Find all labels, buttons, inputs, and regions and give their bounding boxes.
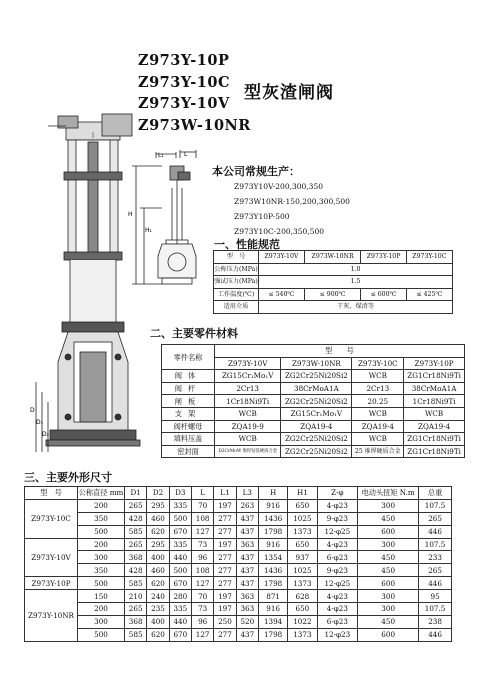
materials-table [161, 344, 465, 458]
table-cell: WCB [215, 433, 281, 446]
table-cell: ZG1Cr18Ni9Ti [404, 445, 465, 458]
table-cell: 197 [214, 590, 236, 603]
table-cell: 520 [236, 615, 258, 628]
table-cell: D2CrMoW 堆焊钴基硬质合金 [215, 445, 281, 458]
list-item: Z973Y10P-500 [234, 212, 290, 221]
table-cell: 335 [169, 499, 191, 512]
table-cell: 277 [214, 512, 236, 525]
table-row [214, 301, 453, 314]
table-row [25, 525, 452, 538]
table-cell: 1.0 [259, 263, 453, 276]
table-cell: 335 [169, 538, 191, 551]
table-row [25, 628, 452, 641]
table-row [214, 251, 453, 264]
table-cell: D3 [169, 487, 191, 500]
table-cell: Z973Y-10C [352, 357, 404, 370]
table-cell: 电动头扭矩 N.m [358, 487, 419, 500]
table-cell: Z-φ [317, 487, 358, 500]
table-cell: 公称压力(MPa) [214, 263, 259, 276]
table-cell: 零件名称 [162, 345, 215, 370]
table-cell: 233 [419, 551, 452, 564]
table-cell: 277 [214, 564, 236, 577]
table-cell: 871 [258, 590, 287, 603]
dim-label-l: L [184, 151, 188, 158]
table-cell: 阀杆螺母 [162, 420, 215, 433]
table-cell: ≤ 900℃ [304, 288, 360, 301]
table-cell: 1354 [258, 551, 287, 564]
table-cell: 1394 [258, 615, 287, 628]
regular-production-list [234, 179, 350, 239]
table-cell: 277 [214, 551, 236, 564]
table-cell: 12-φ25 [317, 525, 358, 538]
table-cell: 密封面 [162, 445, 215, 458]
table-cell: 127 [191, 628, 213, 641]
table-cell: 38CrMoA1A [404, 382, 465, 395]
table-cell: 428 [125, 512, 147, 525]
table-cell: 400 [147, 551, 169, 564]
dim-label-d: D [30, 407, 35, 414]
dim-label-l1: L₁ [158, 152, 164, 159]
section-title: 一、性能规范 [214, 238, 280, 251]
section-title: 三、主要外形尺寸 [24, 471, 112, 484]
table-cell: 2Cr13 [352, 382, 404, 395]
table-cell: ZQA19-4 [352, 420, 404, 433]
table-cell: 工作温度(℃) [214, 288, 259, 301]
table-cell: 200 [78, 603, 125, 616]
table-cell: 38CrMoA1A [281, 382, 352, 395]
table-cell: 363 [236, 590, 258, 603]
model-cell: Z973Y-10C [25, 499, 78, 538]
table-cell: 650 [288, 499, 317, 512]
dim-label-h: H [128, 211, 133, 218]
table-cell: 295 [147, 499, 169, 512]
table-cell: 280 [169, 590, 191, 603]
table-cell: 446 [419, 577, 452, 590]
table-cell: 600 [358, 525, 419, 538]
table-cell: 500 [78, 577, 125, 590]
table-cell: H1 [288, 487, 317, 500]
table-row [162, 407, 465, 420]
table-cell: 650 [288, 538, 317, 551]
table-cell: 总重 [419, 487, 452, 500]
performance-table [213, 250, 453, 314]
table-cell: 628 [288, 590, 317, 603]
model-cell: Z973Y-10P [25, 577, 78, 590]
table-cell: 1436 [258, 512, 287, 525]
table-cell: 20.25 [352, 395, 404, 408]
table-cell: 108 [191, 512, 213, 525]
table-cell: 108 [191, 564, 213, 577]
table-cell: ZQA19-9 [215, 420, 281, 433]
table-cell: D2 [147, 487, 169, 500]
table-cell: 96 [191, 551, 213, 564]
table-cell: 277 [214, 628, 236, 641]
table-cell: 265 [125, 499, 147, 512]
table-cell: 干灰、煤渣等 [259, 301, 453, 314]
table-cell: ZG1Cr18Ni9Ti [404, 433, 465, 446]
table-cell: 363 [236, 603, 258, 616]
list-item: Z973W10NR-150,200,300,500 [234, 197, 350, 206]
table-cell: 450 [358, 551, 419, 564]
table-cell: 300 [78, 615, 125, 628]
dim-label-h1: H₁ [145, 227, 152, 234]
table-row [25, 577, 452, 590]
table-cell: 300 [358, 538, 419, 551]
table-cell: 240 [147, 590, 169, 603]
table-cell: 1Cr18Ni9Ti [215, 395, 281, 408]
table-cell: WCB [352, 407, 404, 420]
table-cell: 277 [214, 577, 236, 590]
table-cell: 1.5 [259, 276, 453, 289]
regular-production-title: 本公司常规生产： [212, 165, 300, 178]
table-cell: 12-φ23 [317, 628, 358, 641]
table-cell: 500 [78, 525, 125, 538]
table-cell: 4-φ23 [317, 538, 358, 551]
table-cell: 127 [191, 577, 213, 590]
table-cell: 型 号 [25, 487, 78, 500]
table-cell: 585 [125, 628, 147, 641]
table-cell: 强试压力(MPa) [214, 276, 259, 289]
table-cell: 1798 [258, 525, 287, 538]
table-cell: 适用介质 [214, 301, 259, 314]
table-cell: 1373 [288, 628, 317, 641]
table-cell: 500 [169, 564, 191, 577]
table-cell: 300 [358, 590, 419, 603]
table-cell: Z973Y-10V [259, 251, 305, 264]
table-cell: 4-φ23 [317, 499, 358, 512]
table-cell: 300 [358, 499, 419, 512]
table-cell: ZQA19-4 [404, 420, 465, 433]
table-cell: 277 [214, 525, 236, 538]
table-cell: 440 [169, 551, 191, 564]
table-cell: 437 [236, 564, 258, 577]
table-cell: Z973W-10NR [281, 357, 352, 370]
table-cell: 73 [191, 603, 213, 616]
table-cell: 265 [125, 603, 147, 616]
table-row [25, 499, 452, 512]
table-row [162, 433, 465, 446]
table-cell: 500 [78, 628, 125, 641]
table-cell: 200 [78, 538, 125, 551]
table-cell: 6-φ23 [317, 615, 358, 628]
table-cell: 620 [147, 577, 169, 590]
model-code: Z973Y-10P [138, 52, 230, 69]
table-row [25, 615, 452, 628]
table-cell: Z973Y-10C [406, 251, 452, 264]
table-cell: 9-φ23 [317, 564, 358, 577]
table-cell: 闸板 [162, 395, 215, 408]
table-cell: 368 [125, 551, 147, 564]
table-cell: 450 [358, 564, 419, 577]
table-cell: H [258, 487, 287, 500]
table-cell: 150 [78, 590, 125, 603]
table-cell: 670 [169, 577, 191, 590]
table-cell: 400 [147, 615, 169, 628]
table-cell: 620 [147, 628, 169, 641]
table-cell: 440 [169, 615, 191, 628]
model-code: Z973W-10NR [138, 116, 251, 134]
table-cell: 916 [258, 603, 287, 616]
table-cell: L1 [214, 487, 236, 500]
table-cell: 70 [191, 590, 213, 603]
table-cell: 450 [358, 512, 419, 525]
table-cell: 300 [358, 603, 419, 616]
table-cell: 235 [147, 603, 169, 616]
table-cell: 916 [258, 538, 287, 551]
table-row [162, 382, 465, 395]
table-cell: 2Cr13 [215, 382, 281, 395]
table-cell: L3 [236, 487, 258, 500]
table-row [214, 276, 453, 289]
table-cell: 95 [419, 590, 452, 603]
table-cell: 428 [125, 564, 147, 577]
table-cell: ZG15Cr₁Mo₁V [215, 370, 281, 383]
table-cell: 250 [214, 615, 236, 628]
table-cell: 670 [169, 525, 191, 538]
table-cell: 437 [236, 551, 258, 564]
table-row [25, 512, 452, 525]
table-cell: 1025 [288, 564, 317, 577]
dim-label-d2: D₂ [42, 431, 50, 438]
table-cell: ≤ 425℃ [406, 288, 452, 301]
table-cell: 阀体 [162, 370, 215, 383]
table-cell: ≤ 540℃ [259, 288, 305, 301]
table-cell: 350 [78, 564, 125, 577]
table-cell: 368 [125, 615, 147, 628]
table-cell: 263 [236, 499, 258, 512]
table-cell: ZG2Cr25Ni20Si2 [281, 445, 352, 458]
table-cell: 363 [236, 538, 258, 551]
table-cell: 650 [288, 603, 317, 616]
table-cell: 96 [191, 615, 213, 628]
table-cell: 阀杆 [162, 382, 215, 395]
table-cell: 1373 [288, 525, 317, 538]
table-cell: 937 [288, 551, 317, 564]
table-cell: Z973W-10NR [304, 251, 360, 264]
table-cell: 446 [419, 628, 452, 641]
table-cell: WCB [404, 407, 465, 420]
table-row [214, 288, 453, 301]
table-cell: 填料压盖 [162, 433, 215, 446]
table-cell: 437 [236, 525, 258, 538]
table-cell: 500 [169, 512, 191, 525]
table-cell: 1Cr18Ni9Ti [404, 395, 465, 408]
model-code: Z973Y-10C [138, 73, 230, 91]
table-row [25, 538, 452, 551]
table-row [162, 370, 465, 383]
table-cell: 1373 [288, 577, 317, 590]
table-cell: 25 堆焊硬质合金 [352, 445, 404, 458]
table-row [162, 420, 465, 433]
table-row [25, 590, 452, 603]
table-cell: 335 [169, 603, 191, 616]
table-cell: 1798 [258, 628, 287, 641]
table-cell: 1022 [288, 615, 317, 628]
dim-label-d1: D₁ [36, 419, 44, 426]
table-cell: ZQA19-4 [281, 420, 352, 433]
table-cell: 265 [125, 538, 147, 551]
table-cell: 73 [191, 538, 213, 551]
table-cell: 12-φ25 [317, 577, 358, 590]
table-cell: 916 [258, 499, 287, 512]
table-cell: 620 [147, 525, 169, 538]
table-row [162, 445, 465, 458]
table-cell: 197 [214, 538, 236, 551]
table-row [25, 564, 452, 577]
table-cell: 107.5 [419, 499, 452, 512]
model-list [138, 50, 251, 136]
table-cell: ≤ 600℃ [361, 288, 406, 301]
table-cell: 265 [419, 512, 452, 525]
table-cell: Z973Y-10P [404, 357, 465, 370]
table-cell: 437 [236, 628, 258, 641]
table-cell: ZG2Cr25Ni20Si2 [281, 370, 352, 383]
table-cell: 197 [214, 499, 236, 512]
table-cell: 295 [147, 538, 169, 551]
table-cell: WCB [352, 433, 404, 446]
table-cell: 585 [125, 577, 147, 590]
table-cell: 446 [419, 525, 452, 538]
table-cell: 210 [125, 590, 147, 603]
dimensions-table [24, 486, 452, 642]
table-cell: 265 [419, 564, 452, 577]
section-title: 二、主要零件材料 [150, 327, 238, 340]
valve-outline-drawing [122, 148, 214, 298]
table-cell: ZG15Cr₁Mo₁V [281, 407, 352, 420]
table-cell: 公称直径 mm [78, 488, 124, 498]
table-cell: ZG1Cr18Ni9Ti [404, 370, 465, 383]
table-cell: 1025 [288, 512, 317, 525]
table-cell: 600 [358, 577, 419, 590]
table-row [214, 263, 453, 276]
table-cell: 9-φ23 [317, 512, 358, 525]
table-cell: 238 [419, 615, 452, 628]
table-row [25, 603, 452, 616]
table-cell: 585 [125, 525, 147, 538]
list-item: Z973Y10V-200,300,350 [234, 182, 323, 191]
list-item: Z973Y10C-200,350,500 [234, 227, 325, 236]
table-cell: 型 号 [214, 251, 259, 264]
table-cell: 6-φ23 [317, 551, 358, 564]
table-cell: 450 [358, 615, 419, 628]
table-cell: 437 [236, 512, 258, 525]
table-cell: ZG2Cr25Ni20Si2 [281, 395, 352, 408]
table-cell: WCB [215, 407, 281, 420]
product-name: 型灰渣闸阀 [244, 83, 334, 103]
table-cell: L [191, 487, 213, 500]
table-row [162, 345, 465, 358]
table-cell: 437 [236, 577, 258, 590]
table-cell: 支架 [162, 407, 215, 420]
table-cell: Z973Y-10V [215, 357, 281, 370]
table-cell: 200 [78, 499, 125, 512]
table-cell: Z973Y-10P [361, 251, 406, 264]
table-cell: 70 [191, 499, 213, 512]
table-cell: 600 [358, 628, 419, 641]
table-cell: 4-φ23 [317, 603, 358, 616]
table-cell: 670 [169, 628, 191, 641]
table-cell: 197 [214, 603, 236, 616]
table-cell: ZG2Cr25Ni20Si2 [281, 433, 352, 446]
table-cell: 460 [147, 564, 169, 577]
model-code: Z973Y-10V [138, 95, 230, 112]
table-cell: 460 [147, 512, 169, 525]
model-cell: Z973Y-10V [25, 538, 78, 577]
table-cell: 1436 [258, 564, 287, 577]
table-cell: 300 [78, 551, 125, 564]
table-cell: 107.5 [419, 538, 452, 551]
table-cell: 127 [191, 525, 213, 538]
table-row [25, 487, 452, 500]
table-row [162, 395, 465, 408]
table-cell: D1 [125, 487, 147, 500]
model-cell: Z973Y-10NR [25, 590, 78, 642]
table-cell: WCB [352, 370, 404, 383]
table-cell: 4-φ23 [317, 590, 358, 603]
table-cell: 107.5 [419, 603, 452, 616]
table-cell: 1798 [258, 577, 287, 590]
table-row [25, 551, 452, 564]
table-cell: 型 号 [215, 345, 465, 358]
table-cell: 350 [78, 512, 125, 525]
